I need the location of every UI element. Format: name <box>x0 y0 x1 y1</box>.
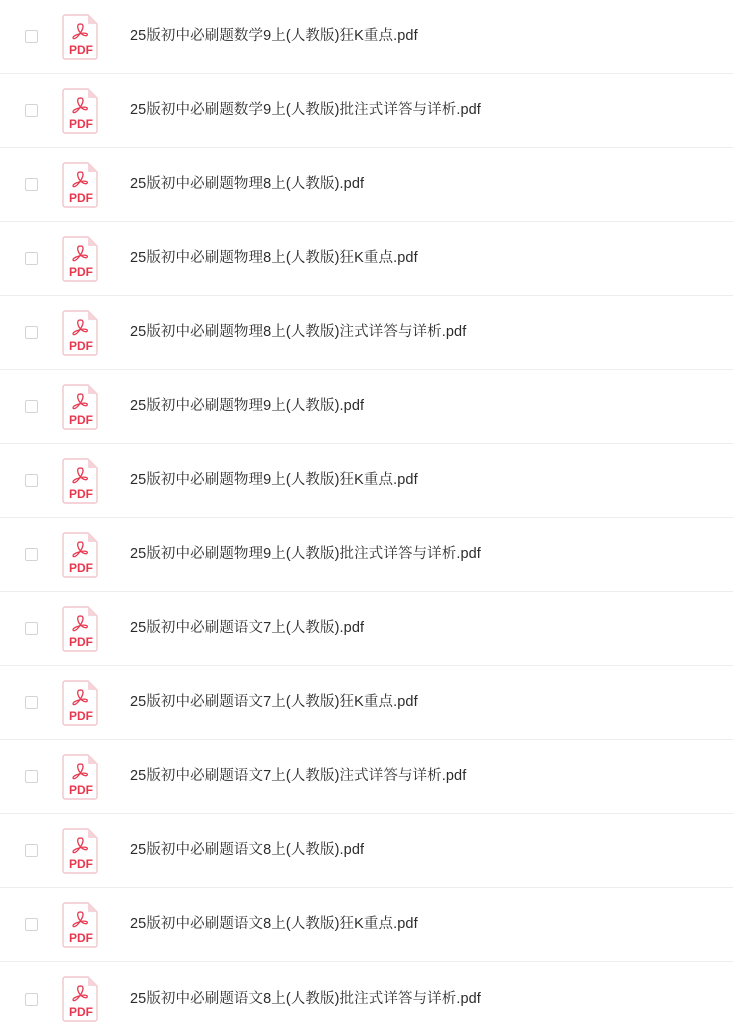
pdf-icon-label: PDF <box>69 930 93 945</box>
row-select-cell[interactable] <box>0 548 62 561</box>
pdf-file-icon <box>62 902 100 948</box>
pdf-icon-label: PDF <box>69 116 93 131</box>
file-icon-cell <box>62 828 130 874</box>
file-row[interactable] <box>0 814 733 888</box>
file-name[interactable]: 25版初中必刷题物理9上(人教版)狂K重点.pdf <box>130 472 418 489</box>
row-select-cell[interactable] <box>0 844 62 857</box>
file-row[interactable] <box>0 666 733 740</box>
file-name[interactable]: 25版初中必刷题语文8上(人教版).pdf <box>130 842 365 859</box>
file-name[interactable]: 25版初中必刷题语文7上(人教版).pdf <box>130 620 365 637</box>
file-row[interactable] <box>0 444 733 518</box>
file-name[interactable]: 25版初中必刷题物理8上(人教版)注式详答与详析.pdf <box>130 324 467 341</box>
pdf-file-icon <box>62 162 100 208</box>
file-name[interactable]: 25版初中必刷题语文7上(人教版)注式详答与详析.pdf <box>130 768 467 785</box>
row-checkbox[interactable] <box>25 993 38 1006</box>
file-row[interactable] <box>0 962 733 1036</box>
file-row[interactable] <box>0 0 733 74</box>
file-row[interactable] <box>0 592 733 666</box>
row-select-cell[interactable] <box>0 474 62 487</box>
pdf-file-icon <box>62 532 100 578</box>
pdf-file-icon <box>62 88 100 134</box>
row-select-cell[interactable] <box>0 918 62 931</box>
file-row[interactable] <box>0 296 733 370</box>
file-icon-cell <box>62 14 130 60</box>
row-checkbox[interactable] <box>25 30 38 43</box>
file-name[interactable]: 25版初中必刷题语文8上(人教版)狂K重点.pdf <box>130 916 418 933</box>
file-row[interactable] <box>0 222 733 296</box>
file-name[interactable]: 25版初中必刷题数学9上(人教版)批注式详答与详析.pdf <box>130 102 481 119</box>
file-name[interactable]: 25版初中必刷题数学9上(人教版)狂K重点.pdf <box>130 28 418 45</box>
file-icon-cell <box>62 902 130 948</box>
pdf-file-icon <box>62 458 100 504</box>
row-select-cell[interactable] <box>0 400 62 413</box>
row-checkbox[interactable] <box>25 326 38 339</box>
file-icon-cell <box>62 88 130 134</box>
row-checkbox[interactable] <box>25 104 38 117</box>
pdf-icon-label: PDF <box>69 560 93 575</box>
file-icon-cell <box>62 310 130 356</box>
row-checkbox[interactable] <box>25 178 38 191</box>
row-select-cell[interactable] <box>0 104 62 117</box>
pdf-icon-label: PDF <box>69 42 93 57</box>
file-row[interactable] <box>0 888 733 962</box>
file-icon-cell <box>62 162 130 208</box>
row-select-cell[interactable] <box>0 696 62 709</box>
row-checkbox[interactable] <box>25 548 38 561</box>
file-icon-cell <box>62 384 130 430</box>
file-name[interactable]: 25版初中必刷题语文7上(人教版)狂K重点.pdf <box>130 694 418 711</box>
row-select-cell[interactable] <box>0 30 62 43</box>
pdf-icon-label: PDF <box>69 264 93 279</box>
pdf-file-icon <box>62 680 100 726</box>
pdf-file-icon <box>62 310 100 356</box>
row-checkbox[interactable] <box>25 400 38 413</box>
file-row[interactable] <box>0 518 733 592</box>
file-icon-cell <box>62 976 130 1022</box>
file-name[interactable]: 25版初中必刷题物理9上(人教版).pdf <box>130 398 365 415</box>
pdf-file-icon <box>62 976 100 1022</box>
row-checkbox[interactable] <box>25 918 38 931</box>
row-checkbox[interactable] <box>25 252 38 265</box>
file-icon-cell <box>62 458 130 504</box>
file-name[interactable]: 25版初中必刷题物理9上(人教版)批注式详答与详析.pdf <box>130 546 481 563</box>
pdf-icon-label: PDF <box>69 782 93 797</box>
row-select-cell[interactable] <box>0 326 62 339</box>
pdf-file-icon <box>62 14 100 60</box>
row-select-cell[interactable] <box>0 622 62 635</box>
pdf-icon-label: PDF <box>69 338 93 353</box>
pdf-icon-label: PDF <box>69 856 93 871</box>
row-select-cell[interactable] <box>0 770 62 783</box>
pdf-file-icon <box>62 236 100 282</box>
row-select-cell[interactable] <box>0 178 62 191</box>
pdf-file-icon <box>62 384 100 430</box>
file-icon-cell <box>62 680 130 726</box>
pdf-icon-label: PDF <box>69 412 93 427</box>
pdf-icon-label: PDF <box>69 708 93 723</box>
file-icon-cell <box>62 236 130 282</box>
pdf-file-icon <box>62 828 100 874</box>
pdf-icon-label: PDF <box>69 190 93 205</box>
row-checkbox[interactable] <box>25 474 38 487</box>
row-select-cell[interactable] <box>0 993 62 1006</box>
pdf-icon-label: PDF <box>69 634 93 649</box>
pdf-file-icon <box>62 606 100 652</box>
file-icon-cell <box>62 754 130 800</box>
row-checkbox[interactable] <box>25 844 38 857</box>
file-row[interactable] <box>0 740 733 814</box>
pdf-icon-label: PDF <box>69 486 93 501</box>
file-row[interactable] <box>0 74 733 148</box>
file-row[interactable] <box>0 370 733 444</box>
file-name[interactable]: 25版初中必刷题物理8上(人教版)狂K重点.pdf <box>130 250 418 267</box>
row-checkbox[interactable] <box>25 696 38 709</box>
row-checkbox[interactable] <box>25 622 38 635</box>
row-select-cell[interactable] <box>0 252 62 265</box>
pdf-icon-label: PDF <box>69 1005 93 1019</box>
file-name[interactable]: 25版初中必刷题物理8上(人教版).pdf <box>130 176 365 193</box>
file-row[interactable] <box>0 148 733 222</box>
pdf-file-icon <box>62 754 100 800</box>
file-icon-cell <box>62 606 130 652</box>
file-name[interactable]: 25版初中必刷题语文8上(人教版)批注式详答与详析.pdf <box>130 990 481 1007</box>
row-checkbox[interactable] <box>25 770 38 783</box>
file-icon-cell <box>62 532 130 578</box>
